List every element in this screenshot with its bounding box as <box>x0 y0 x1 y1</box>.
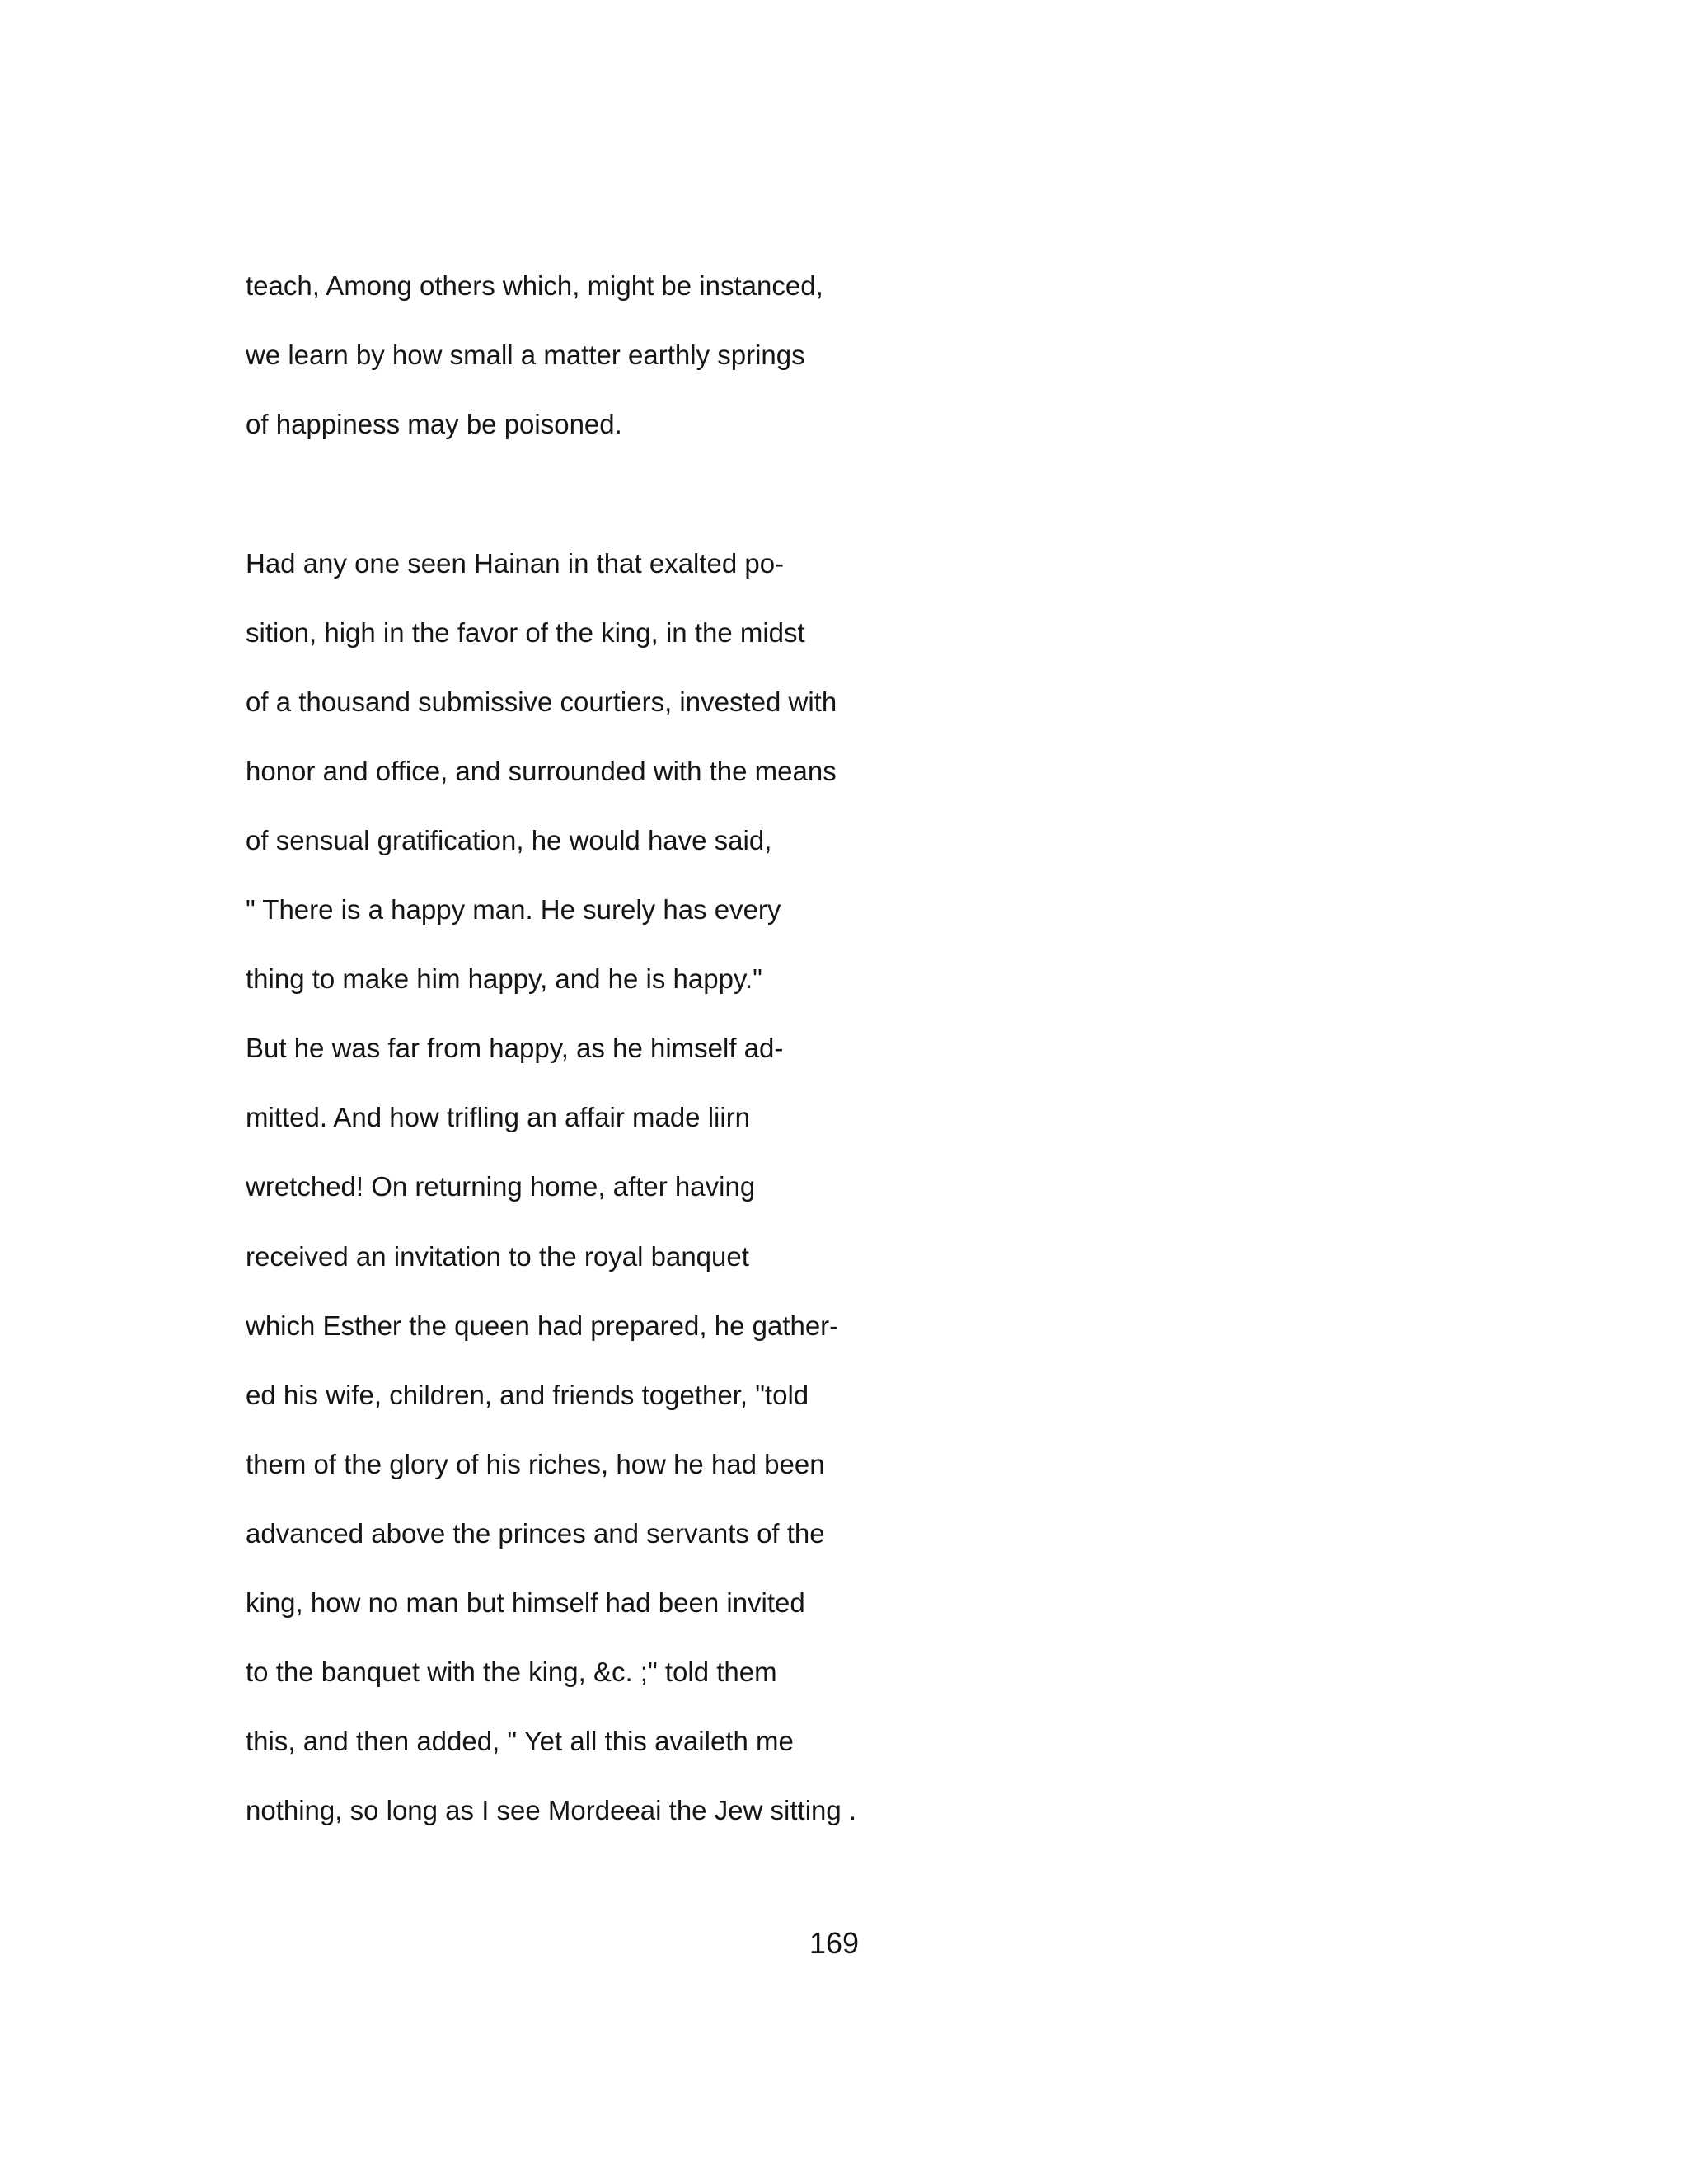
page-number: 169 <box>809 1926 860 1960</box>
paragraph-2-line-18: this, and then added, " Yet all this availeth me <box>246 1726 794 1756</box>
paragraph-2-line-7: thing to make him happy, and he is happy." <box>246 963 762 994</box>
paragraph-1-line-2: we learn by how small a matter earthly springs <box>246 340 805 370</box>
paragraph-2-line-3: of a thousand submissive courtiers, invested with <box>246 687 837 717</box>
paragraph-2-line-10: wretched! On returning home, after having <box>246 1171 756 1202</box>
paragraph-2-line-19: nothing, so long as I see Mordeeai the Jew sitting . <box>246 1795 857 1825</box>
paragraph-2-line-8: But he was far from happy, as he himself ad- <box>246 1033 784 1063</box>
paragraph-2-line-2: sition, high in the favor of the king, in the midst <box>246 617 805 648</box>
paragraph-2-line-16: king, how no man but himself had been invited <box>246 1587 805 1618</box>
paragraph-2-line-11: received an invitation to the royal banquet <box>246 1241 749 1272</box>
paragraph-1-line-3: of happiness may be poisoned. <box>246 409 622 439</box>
paragraph-2-line-4: honor and office, and surrounded with the means <box>246 756 837 786</box>
paragraph-2-line-17: to the banquet with the king, &c. ;" told them <box>246 1657 777 1687</box>
paragraph-2-line-15: advanced above the princes and servants of the <box>246 1518 825 1549</box>
paragraph-2-line-1: Had any one seen Hainan in that exalted po- <box>246 548 785 579</box>
paragraph-2-line-5: of sensual gratification, he would have said, <box>246 825 772 855</box>
paragraph-2-line-13: ed his wife, children, and friends together, "told <box>246 1380 809 1410</box>
paragraph-1-line-1: teach, Among others which, might be instanced, <box>246 270 823 301</box>
paragraph-2-line-12: which Esther the queen had prepared, he gather- <box>246 1310 839 1341</box>
paragraph-2-line-9: mitted. And how trifling an affair made liirn <box>246 1102 751 1132</box>
paragraph-2-line-6: " There is a happy man. He surely has every <box>246 894 781 925</box>
paragraph-2-line-14: them of the glory of his riches, how he had been <box>246 1449 825 1479</box>
